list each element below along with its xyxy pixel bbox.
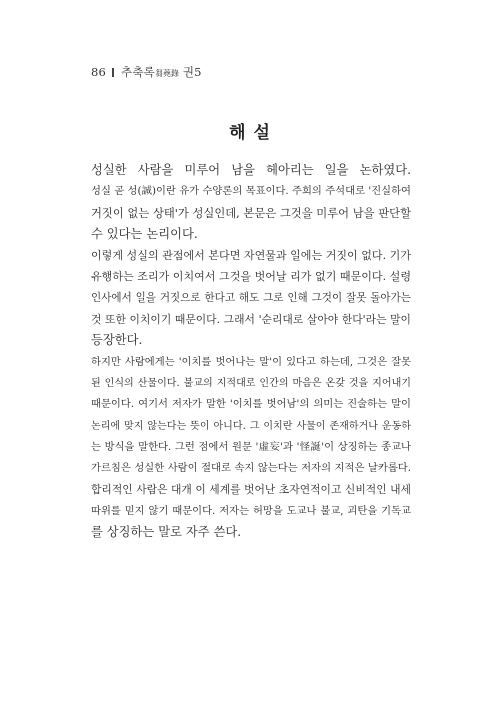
body-text [91,160,411,543]
book-title: 추축록 [121,65,155,79]
text-line: 수 있다는 논리이다. [91,226,198,241]
page-number: 86 [91,65,107,79]
text-line: 성실 곧 성(誠)이란 유가 수양론의 목표이다. 주희의 주석대로 '진실하여 [91,185,411,198]
section-title: 해 설 [229,123,271,143]
text-line: 등장한다. [91,333,143,348]
text-line: 유행하는 조리가 이치여서 그것을 벗어날 리가 없기 때문이다. 설령 [91,270,411,284]
text-line: 때문이다. 여기서 저자가 말한 '이치를 벗어남'의 의미는 진술하는 말이 [91,398,411,411]
volume-label: 권5 [182,65,202,79]
text-line: 거짓이 없는 상태'가 성실인데, 본문은 그것을 미루어 남을 판단할 [91,206,411,220]
text-line: 합리적인 사람은 대개 이 세계를 벗어난 초자연적이고 신비적인 내세 [91,483,411,497]
text-line: 따위를 믿지 않기 때문이다. 저자는 허망을 도교나 불교, 괴탄을 기독교 [91,504,411,517]
book-title-hanja: 芻蕘錄 [154,69,179,78]
text-line: 는 방식을 말한다. 그런 점에서 원문 '虛妄'과 '怪誕'이 상징하는 종교나 [91,440,411,453]
text-line: 이렇게 성실의 관점에서 본다면 자연물과 일에는 거짓이 없다. 기가 [91,249,411,263]
text-line: 를 상징하는 말로 자주 쓴다. [91,525,242,540]
text-line: 하지만 사람에게는 '이치를 벗어나는 말'이 있다고 하는데, 그것은 잘못 [91,355,411,368]
text-line: 것 또한 이치이기 때문이다. 그래서 '순리대로 살아야 한다'라는 말이 [91,313,411,327]
header-separator [112,68,114,77]
running-header [91,64,202,80]
text-line: 성실한 사람을 미루어 남을 헤아리는 일을 논하였다. [91,163,411,177]
text-line: 가르침은 성실한 사람이 절대로 속지 않는다는 저자의 지적은 날카롭다. [91,462,411,475]
text-line: 인사에서 일을 거짓으로 한다고 해도 그로 인해 그것이 잘못 돌아가는 [91,291,411,304]
text-line: 논리에 맞지 않는다는 뜻이 아니다. 그 이치란 사물이 존재하거나 운동하 [91,420,411,432]
text-line: 된 인식의 산물이다. 불교의 지적대로 인간의 마음은 온갖 것을 지어내기 [91,377,411,389]
